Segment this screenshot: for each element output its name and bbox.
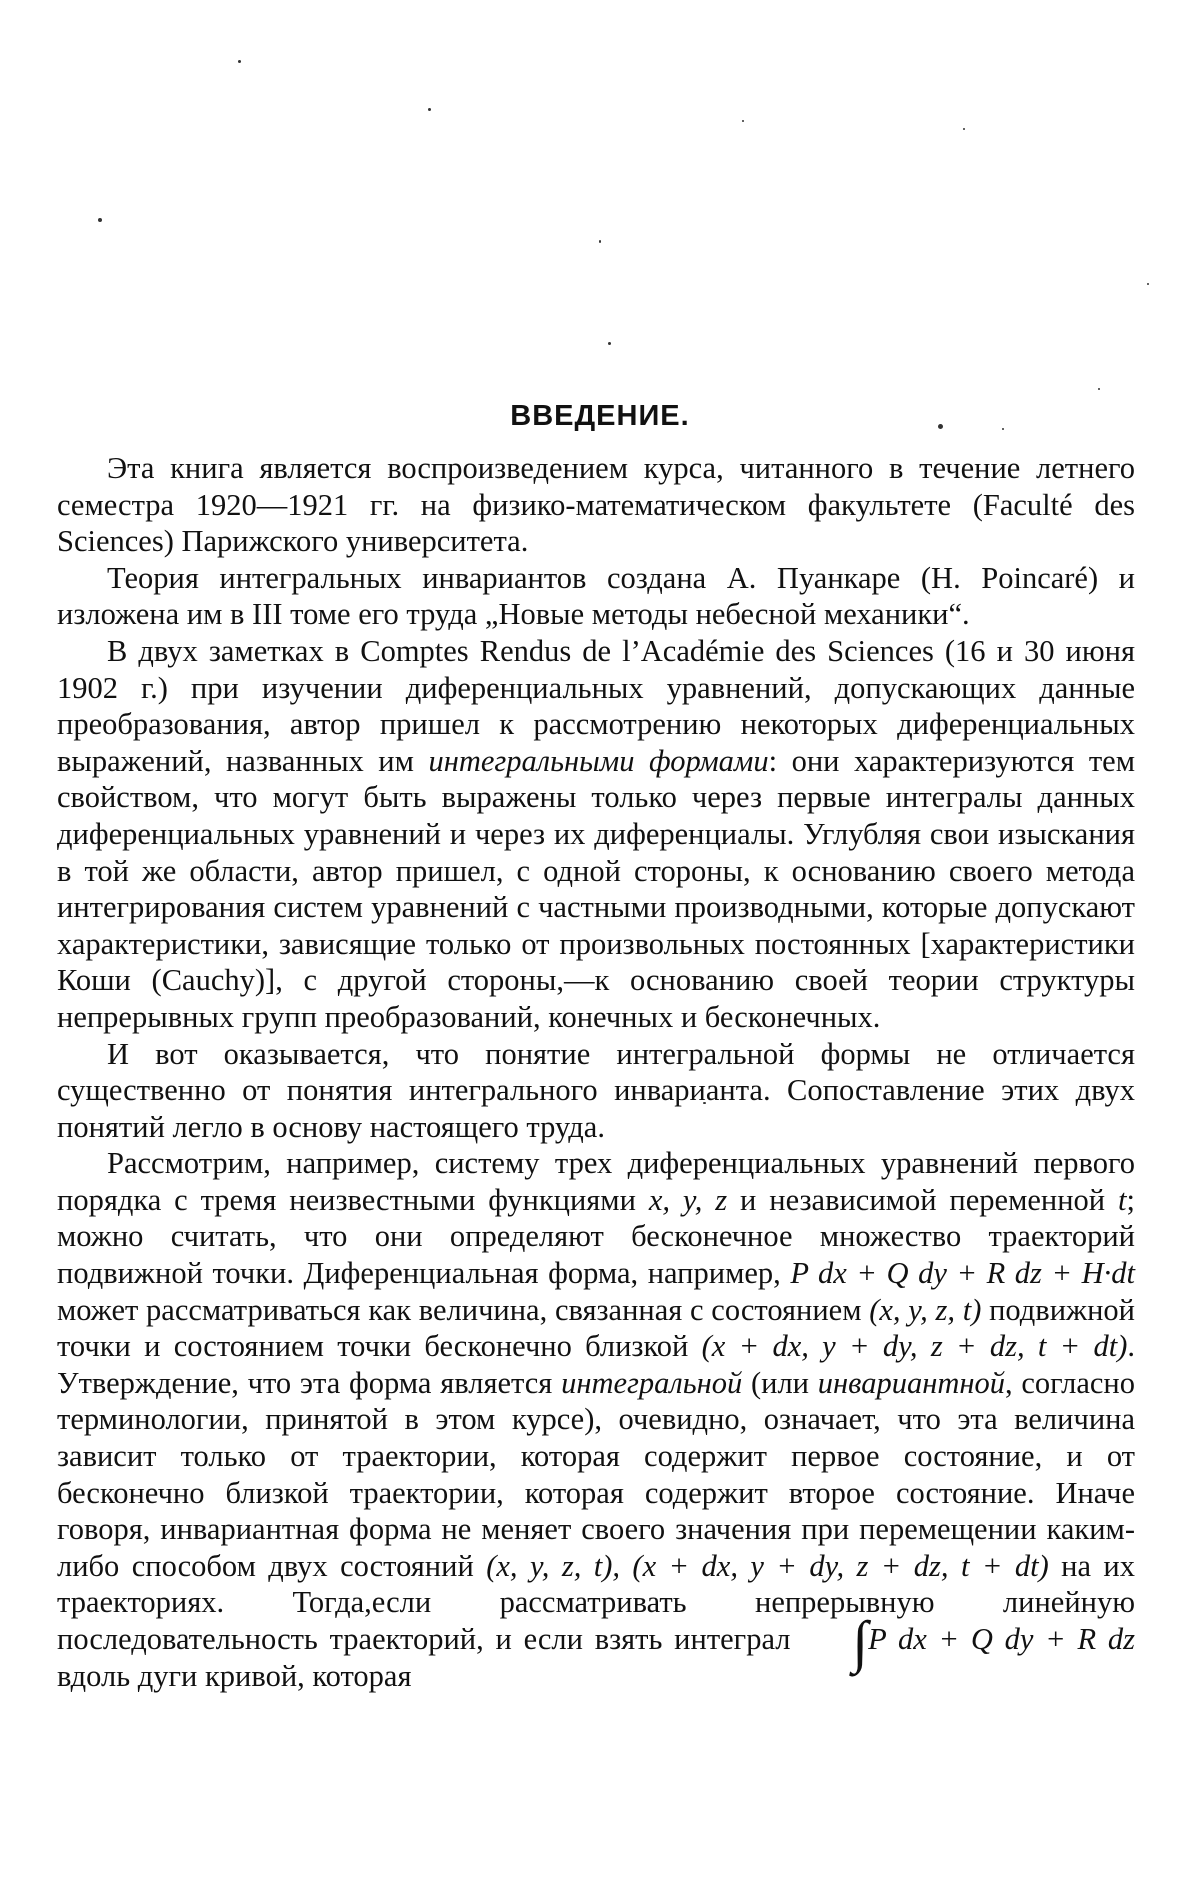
paragraph-2 — [57, 560, 1135, 633]
math-integrand: P dx + Q dy + R dz — [868, 1622, 1136, 1656]
paragraph-text: И вот оказывается, что понятие интегральной формы не отличается существенно от понятия интегрального инварианта. Сопоставление этих двух понятий легло в основу настоящего труда. — [57, 1036, 1135, 1144]
paragraph-1 — [57, 450, 1135, 560]
math-formula: P dx + Q dy + R dz + H·dt — [790, 1256, 1135, 1291]
paragraph-text: , согласно терминологии, принятой в этом курсе), очевидно, означает, что эта величина зависит только от траектории, которая содержит первое состояние, и от бесконечно близкой траектории, которая содержит второе состояние. Иначе говоря, инвариантная форма не меняет своего значения при перемещении каким-либо способом двух состояний — [57, 1365, 1135, 1583]
paragraph-text: В двух заметках в Comptes Rendus de l’Académie des Sciences (16 и 30 июня 1902 г.) при изучении диференциальных уравнений, допускающих данные преобразования, автор пришел к рассмотрению некоторых диференциальных выражений, названных им — [57, 633, 1135, 778]
math-state: (x, y, z, t) — [869, 1292, 982, 1327]
paragraph-text: : они характеризуются тем свойством, что могут быть выражены только через первые интегралы данных диференциальных уравнений и через их диференциалы. Углубляя свои изыскания в той же области, автор пришел, с одной стороны, к основанию своего метода интегрирования систем уравнений с частными производными, которые допускают характеристики, зависящие только от произвольных постоянных [характеристики Коши (Cauchy)], с другой стороны,—к основанию своей теории структуры непрерывных групп преобразований, конечных и бесконечных. — [57, 743, 1135, 1034]
paragraph-text: на их траекториях. Тогда,если рассматривать непрерывную линейную последовательность траекторий, и если взять интеграл — [57, 1548, 1136, 1656]
math-variables: x, y, z — [648, 1182, 728, 1217]
paragraph-text: Рассмотрим, например, систему трех диференциальных уравнений первого порядка с тремя неизвестными функциями — [57, 1146, 1135, 1217]
paragraph-text: Теория интегральных инвариантов создана А. Пуанкаре (H. Poincaré) и изложена им в III томе его труда „Новые методы небесной механики“. — [57, 560, 1135, 632]
emphasized-term: интегральной — [561, 1365, 743, 1400]
paragraph-text: . Утверждение, что эта форма является — [57, 1329, 1135, 1400]
paragraph-text: подвижной точки и состоянием точки бесконечно близкой — [57, 1292, 1135, 1364]
paragraph-text: и независимой переменной — [727, 1182, 1119, 1217]
paragraph-text: (или — [742, 1365, 818, 1400]
math-state: (x + dx, y + dy, z + dz, t + dt) — [701, 1329, 1128, 1364]
paragraph-5 — [57, 1145, 1135, 1694]
integral-sign: ∫ — [852, 1609, 869, 1674]
chapter-title: ВВЕДЕНИЕ. — [510, 400, 690, 432]
emphasized-term: инвариантной — [817, 1365, 1005, 1400]
paragraph-text: вдоль дуги кривой, которая — [57, 1658, 412, 1693]
paragraph-text: ; можно считать, что они определяют бесконечное множество траекторий подвижной точки. Диференциальная форма, например, — [57, 1182, 1135, 1291]
paragraph-text: Эта книга является воспроизведением курса, читанного в течение летнего семестра 1920—1921 гг. на физико-математическом факультете (Faculté des Sciences) Парижского университета. — [57, 451, 1135, 559]
math-variable: t — [1118, 1182, 1127, 1217]
paragraph-3 — [57, 633, 1135, 1036]
emphasized-term: интегральными формами — [428, 743, 769, 778]
math-states: (x, y, z, t), (x + dx, y + dy, z + dz, t + dt) — [486, 1548, 1049, 1583]
body-text — [57, 450, 1135, 1694]
paragraph-4 — [57, 1036, 1135, 1146]
paragraph-text: может рассматриваться как величина, связанная с состоянием — [57, 1292, 870, 1327]
